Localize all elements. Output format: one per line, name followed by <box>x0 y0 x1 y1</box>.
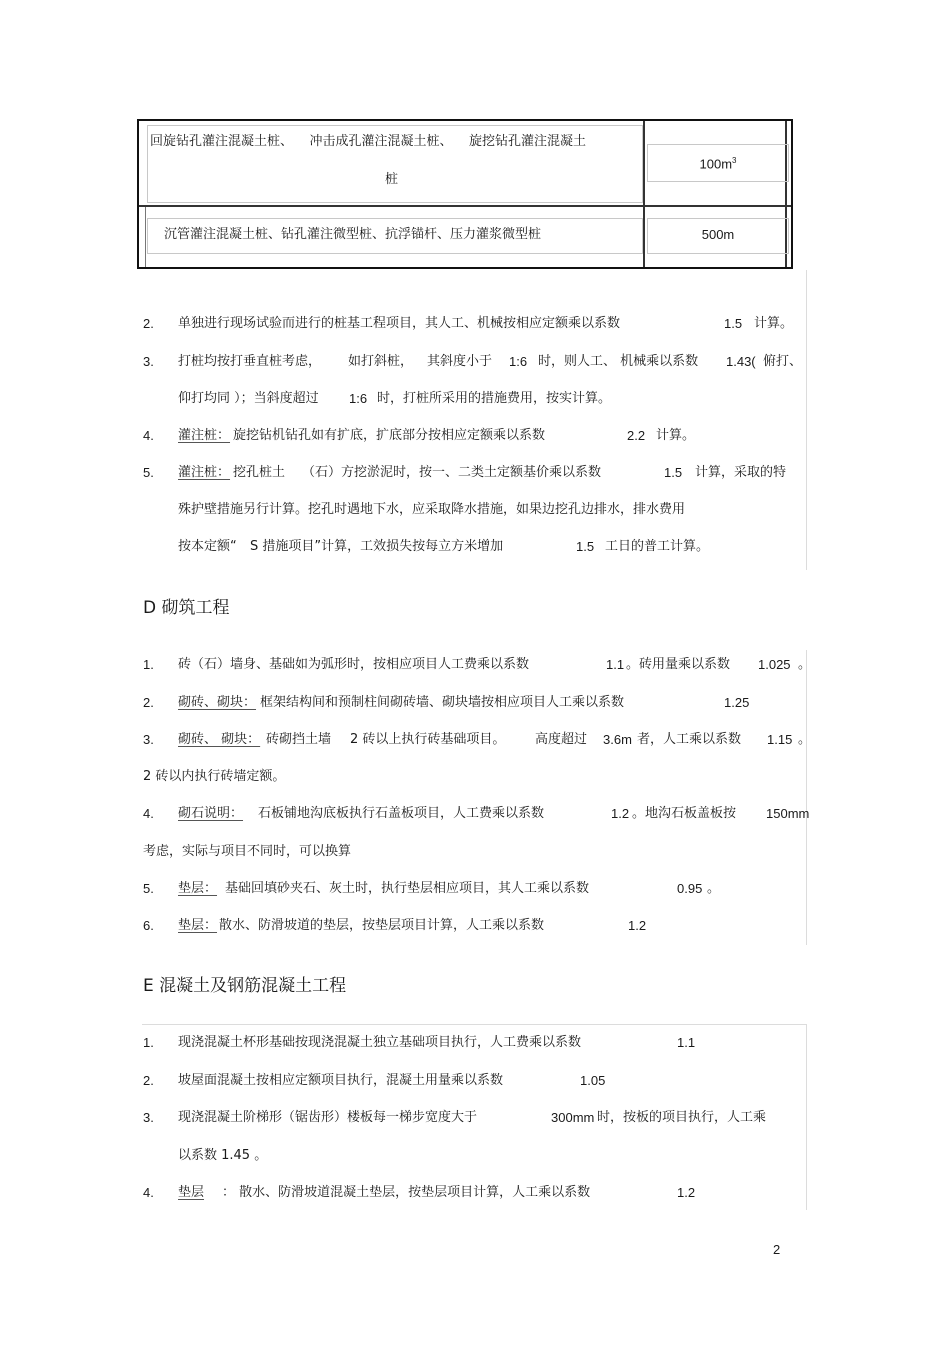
item-value: 300mm <box>551 1110 595 1125</box>
item-text: 现浇混凝土阶梯形（锯齿形）楼板每一梯步宽度大于 <box>178 1110 478 1125</box>
item-text: 其斜度小于 <box>427 354 493 369</box>
section-heading: D 砌筑工程 <box>143 598 230 618</box>
item-text: （石）方挖淤泥时，按一、二类土定额基价乘以系数 <box>302 465 602 480</box>
item-value: 1.1 <box>677 1035 696 1050</box>
item-text: S 措施项目”计算，工效损失按每立方米增加 <box>250 539 504 554</box>
item-number: 6. <box>143 918 154 933</box>
item-text: 者，人工乘以系数 <box>637 732 742 747</box>
item-label: 砌砖、砌块： <box>178 695 257 710</box>
table-row-1-item-line2: 桩 <box>385 172 399 187</box>
item-text: 。砖用量乘以系数 <box>626 657 731 672</box>
item-tail: 计算。 <box>656 428 696 443</box>
item-number: 3. <box>143 1110 154 1125</box>
item-text: 按本定额“ <box>178 539 237 554</box>
item-value: 3.6m <box>603 732 632 747</box>
item-text: 以系数 1.45 。 <box>178 1148 268 1163</box>
item-number: 5. <box>143 465 154 480</box>
item-number: 5. <box>143 881 154 896</box>
unit-superscript: 3 <box>732 156 737 165</box>
section-heading: E 混凝土及钢筋混凝土工程 <box>143 976 347 996</box>
item-number: 2. <box>143 1073 154 1088</box>
table-row-2-unit: 500m <box>701 227 735 242</box>
item-text: 单独进行现场试验而进行的桩基工程项目，其人工、机械按相应定额乘以系数 <box>178 316 621 331</box>
table-row-1-item-line1: 回旋钻孔灌注混凝土桩、 冲击成孔灌注混凝土桩、 旋挖钻孔灌注混凝土 <box>150 134 587 149</box>
item-number: 3. <box>143 354 154 369</box>
item-text: 考虑，实际与项目不同时，可以换算 <box>143 844 352 859</box>
item-value: 1.5 <box>724 316 743 331</box>
item-value: 1:6 <box>509 354 528 369</box>
item-value: 1.2 <box>611 806 630 821</box>
item-number: 4. <box>143 1185 154 1200</box>
item-text: 俯打、 <box>763 354 803 369</box>
item-label: 砌石说明： <box>178 806 244 821</box>
item-value: 1:6 <box>349 391 368 406</box>
item-number: 4. <box>143 428 154 443</box>
unit-value: 100m <box>699 156 733 172</box>
item-value: 1.1 <box>606 657 625 672</box>
item-text: 时，打桩所采用的措施费用，按实计算。 <box>377 391 612 406</box>
item-text: 如打斜桩， <box>348 354 414 369</box>
item-text: 基础回填砂夹石、灰土时，执行垫层相应项目，其人工乘以系数 <box>225 881 590 896</box>
item-text: 殊护壁措施另行计算。挖孔时遇地下水，应采取降水措施，如果边挖孔边排水，排水费用 <box>178 502 686 517</box>
item-label: 垫层： <box>178 881 218 896</box>
item-text: 框架结构间和预制柱间砌砖墙、砌块墙按相应项目人工乘以系数 <box>260 695 625 710</box>
table-divider <box>145 206 146 267</box>
item-label: 灌注桩： <box>178 465 231 480</box>
item-label: 垫层： <box>178 918 218 933</box>
item-value: 1.05 <box>580 1073 606 1088</box>
table-row-2-item: 沉管灌注混凝土桩、钻孔灌注微型桩、抗浮锚杆、压力灌浆微型桩 <box>164 227 542 242</box>
table-divider <box>139 205 791 207</box>
item-value: 1.25 <box>724 695 750 710</box>
margin-rule <box>806 1024 807 1210</box>
table-row-1-unit <box>647 151 789 174</box>
item-text: 打桩均按打垂直桩考虑， <box>178 354 322 369</box>
item-text: 旋挖钻机钻孔如有扩底，扩底部分按相应定额乘以系数 <box>233 428 546 443</box>
item-value: 1.025 <box>758 657 791 672</box>
item-number: 1. <box>143 1035 154 1050</box>
item-text: 时，则人工、 机械乘以系数 <box>538 354 699 369</box>
item-number: 2. <box>143 316 154 331</box>
item-number: 1. <box>143 657 154 672</box>
item-label: 砌砖、 砌块： <box>178 732 261 747</box>
item-value: 1.2 <box>677 1185 696 1200</box>
item-number: 2. <box>143 695 154 710</box>
item-text: 现浇混凝土杯形基础按现浇混凝土独立基础项目执行，人工费乘以系数 <box>178 1035 582 1050</box>
item-value: 1.5 <box>664 465 683 480</box>
item-text: 坡屋面混凝土按相应定额项目执行，混凝土用量乘以系数 <box>178 1073 504 1088</box>
item-value: 1.2 <box>628 918 647 933</box>
item-value: 150mm <box>766 806 810 821</box>
pile-unit-table <box>137 119 793 269</box>
item-text: 高度超过 <box>535 732 588 747</box>
item-label: 垫层 <box>178 1185 205 1200</box>
item-label: 灌注桩： <box>178 428 231 443</box>
margin-rule <box>806 650 807 945</box>
item-value: 0.95 <box>677 881 703 896</box>
item-text: 石板铺地沟底板执行石盖板项目，人工费乘以系数 <box>258 806 545 821</box>
item-text: 挖孔桩土 <box>233 465 286 480</box>
item-tail: 。 <box>707 881 721 896</box>
item-tail: 计算，采取的特 <box>695 465 787 480</box>
item-tail: 。 <box>798 732 812 747</box>
item-value: 1.5 <box>576 539 595 554</box>
table-row-1-item <box>150 132 640 152</box>
item-number: 3. <box>143 732 154 747</box>
item-text: ： 散水、防滑坡道混凝土垫层，按垫层项目计算，人工乘以系数 <box>222 1185 591 1200</box>
item-text: 散水、防滑坡道的垫层，按垫层项目计算，人工乘以系数 <box>219 918 545 933</box>
item-text: 2 砖以上执行砖基础项目。 <box>350 732 506 747</box>
item-value: 2.2 <box>627 428 646 443</box>
item-text: 仰打均同 ）；当斜度超过 <box>178 391 319 406</box>
page-number: 2 <box>773 1242 781 1257</box>
item-value: 1.15 <box>767 732 793 747</box>
item-number: 4. <box>143 806 154 821</box>
item-text: 2 砖以内执行砖墙定额。 <box>143 769 286 784</box>
item-text: 。地沟石板盖板按 <box>632 806 737 821</box>
item-text: 砖砌挡土墙 <box>266 732 332 747</box>
item-tail: 计算。 <box>754 316 794 331</box>
margin-rule <box>806 270 807 570</box>
margin-rule <box>142 1024 806 1025</box>
item-value: 1.43( <box>726 354 756 369</box>
item-text: 工日的普工计算。 <box>605 539 710 554</box>
item-text: 时，按板的项目执行，人工乘 <box>597 1110 767 1125</box>
item-tail: 。 <box>798 657 812 672</box>
item-text: 砖（石）墙身、基础如为弧形时，按相应项目人工费乘以系数 <box>178 657 530 672</box>
table-divider <box>643 121 645 267</box>
